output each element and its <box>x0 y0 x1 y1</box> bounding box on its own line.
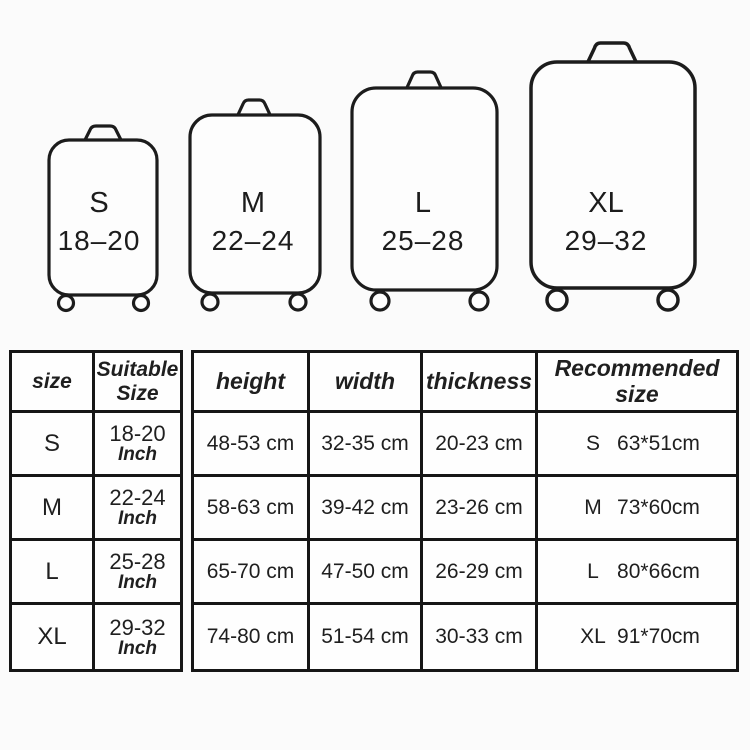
spec-cell-thickness-l: 26-29 cm <box>423 541 538 605</box>
suitcase-xl-wheel-left <box>547 290 567 310</box>
spec-cell-height-l: 65-70 cm <box>194 541 310 605</box>
spec-cell-height-xl: 74-80 cm <box>194 605 310 669</box>
size-table-cell-size-xl: XL <box>12 605 95 669</box>
spec-cell-thickness-s: 20-23 cm <box>423 413 538 477</box>
spec-cell-width-m: 39-42 cm <box>310 477 423 541</box>
suitcase-m-wheel-left <box>202 294 218 310</box>
spec-cell-height-m: 58-63 cm <box>194 477 310 541</box>
recommended-size-value: 91*70cm <box>617 625 700 648</box>
size-table-cell-range-m <box>95 477 180 541</box>
recommended-size-value: 63*51cm <box>617 431 700 455</box>
spec-cell-width-l: 47-50 cm <box>310 541 423 605</box>
recommended-size-letter: M <box>584 495 602 519</box>
size-table-header-size: size <box>12 353 95 413</box>
suitcase-l-label <box>353 185 493 259</box>
suitcase-l-wheel-left <box>371 292 389 310</box>
recommended-size-letter: L <box>587 559 599 583</box>
inch-range: 29-32 <box>109 614 166 640</box>
spec-cell-thickness-m: 23-26 cm <box>423 477 538 541</box>
suitcase-m-label <box>183 185 323 259</box>
spec-cell-width-s: 32-35 cm <box>310 413 423 477</box>
inch-unit: Inch <box>117 637 158 659</box>
spec-table-header-width: width <box>310 353 423 413</box>
suitcase-s-size-letter: S <box>89 187 109 219</box>
suitcase-l-wheel-right <box>470 292 488 310</box>
suitcase-m-size-letter: M <box>240 187 266 219</box>
spec-cell-recommended-l <box>538 541 736 605</box>
inch-range: 25-28 <box>109 549 166 574</box>
suitcase-xl-size-range: 29–32 <box>564 225 648 256</box>
inch-range: 18-20 <box>109 421 166 446</box>
suitcase-xl-wheel-right <box>658 290 678 310</box>
suitcase-l-size-range: 25–28 <box>381 225 465 256</box>
recommended-size-value: 80*66cm <box>617 559 700 583</box>
suitcase-xl-label <box>536 185 676 259</box>
size-table-cell-range-s <box>95 413 180 477</box>
recommended-size-letter: XL <box>580 625 606 648</box>
spec-cell-height-s: 48-53 cm <box>194 413 310 477</box>
spec-table-header-thickness: thickness <box>423 353 538 413</box>
suitcase-m-size-range: 22–24 <box>211 225 295 256</box>
size-table-cell-size-s: S <box>12 413 95 477</box>
spec-cell-recommended-s <box>538 413 736 477</box>
suitcase-drawings <box>0 0 750 335</box>
suitcase-s-label <box>29 185 169 259</box>
size-table-cell-range-xl <box>95 605 180 669</box>
suitcase-m-wheel-right <box>290 294 306 310</box>
inch-unit: Inch <box>117 572 158 593</box>
spec-cell-recommended-m <box>538 477 736 541</box>
suitcase-s-size-range: 18–20 <box>57 225 141 256</box>
spec-table-header-recommended-size: Recommended size <box>538 353 736 413</box>
suitcase-xl-outline <box>531 43 695 310</box>
spec-cell-recommended-xl <box>538 605 736 669</box>
size-table-header-suitable-size: Suitable Size <box>95 353 180 413</box>
suitcase-l-size-letter: L <box>414 187 432 219</box>
spec-table-header-height: height <box>194 353 310 413</box>
spec-table <box>191 350 739 672</box>
spec-cell-width-xl: 51-54 cm <box>310 605 423 669</box>
recommended-size-value: 73*60cm <box>617 495 700 519</box>
inch-range: 22-24 <box>109 485 166 510</box>
suitcase-s-wheel-right <box>134 296 149 311</box>
size-table <box>9 350 183 672</box>
suitcase-s-wheel-left <box>59 296 74 311</box>
size-table-cell-range-l <box>95 541 180 605</box>
size-table-cell-size-m: M <box>12 477 95 541</box>
recommended-size-letter: S <box>585 431 600 455</box>
inch-unit: Inch <box>117 444 158 465</box>
suitcase-xl-size-letter: XL <box>588 187 624 219</box>
spec-cell-thickness-xl: 30-33 cm <box>423 605 538 669</box>
size-table-cell-size-l: L <box>12 541 95 605</box>
inch-unit: Inch <box>117 508 158 529</box>
